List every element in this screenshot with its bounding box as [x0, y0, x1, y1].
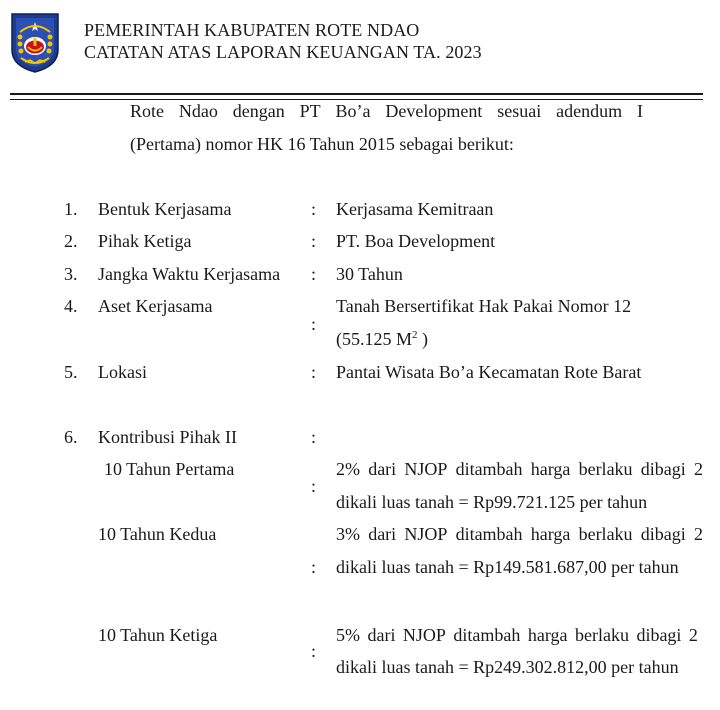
header-divider-thick: [10, 93, 703, 95]
item-number: 4.: [64, 296, 78, 316]
item-label: Kontribusi Pihak II: [98, 427, 237, 447]
item-label: Jangka Waktu Kerjasama: [98, 264, 281, 284]
regency-emblem-icon: [8, 10, 62, 74]
item-colon: :: [311, 362, 317, 382]
contribution-label: 10 Tahun Ketiga: [98, 625, 218, 645]
item-number: 2.: [64, 231, 78, 251]
item-colon: :: [311, 199, 317, 219]
contribution-label: 10 Tahun Kedua: [98, 524, 217, 544]
item-colon: :: [311, 231, 317, 251]
header-title-line2: CATATAN ATAS LAPORAN KEUANGAN TA. 2023: [84, 42, 482, 62]
contribution-line-2: dikali luas tanah = Rp149.581.687,00 per tahun: [336, 557, 679, 577]
intro-line-1: Rote Ndao dengan PT Bo’a Development sesuai adendum I: [130, 101, 643, 121]
contribution-colon: :: [311, 557, 317, 577]
contribution-colon: :: [311, 641, 317, 661]
item-value: Pantai Wisata Bo’a Kecamatan Rote Barat: [336, 362, 642, 382]
item-colon: :: [311, 264, 317, 284]
item-number: 3.: [64, 264, 78, 284]
item-label: Bentuk Kerjasama: [98, 199, 232, 219]
item-label: Aset Kerjasama: [98, 296, 213, 316]
item-value: PT. Boa Development: [336, 231, 496, 251]
contribution-line-1: 5% dari NJOP ditambah harga berlaku dibagi 2: [336, 625, 698, 645]
item-value-line1: Tanah Bersertifikat Hak Pakai Nomor 12: [336, 296, 632, 316]
item-value: 30 Tahun: [336, 264, 403, 284]
item-colon: :: [311, 427, 317, 447]
item-value: Kerjasama Kemitraan: [336, 199, 494, 219]
item-value-line2: (55.125 $M^2$ ): [336, 329, 428, 349]
item-number: 1.: [64, 199, 78, 219]
contribution-colon: :: [311, 476, 317, 496]
item-label: Pihak Ketiga: [98, 231, 192, 251]
item-label: Lokasi: [98, 362, 147, 382]
contribution-line-2: dikali luas tanah = Rp99.721.125 per tahun: [336, 492, 648, 512]
intro-line-2: (Pertama) nomor HK 16 Tahun 2015 sebagai berikut:: [130, 134, 514, 154]
contribution-line-1: 2% dari NJOP ditambah harga berlaku dibagi 2: [336, 459, 703, 479]
item-colon: :: [311, 314, 317, 334]
contribution-label: 10 Tahun Pertama: [104, 459, 235, 479]
item-number: 6.: [64, 427, 78, 447]
item-number: 5.: [64, 362, 78, 382]
contribution-line-2: dikali luas tanah = Rp249.302.812,00 per tahun: [336, 657, 679, 677]
contribution-line-1: 3% dari NJOP ditambah harga berlaku dibagi 2: [336, 524, 703, 544]
header-title-line1: PEMERINTAH KABUPATEN ROTE NDAO: [84, 20, 420, 40]
